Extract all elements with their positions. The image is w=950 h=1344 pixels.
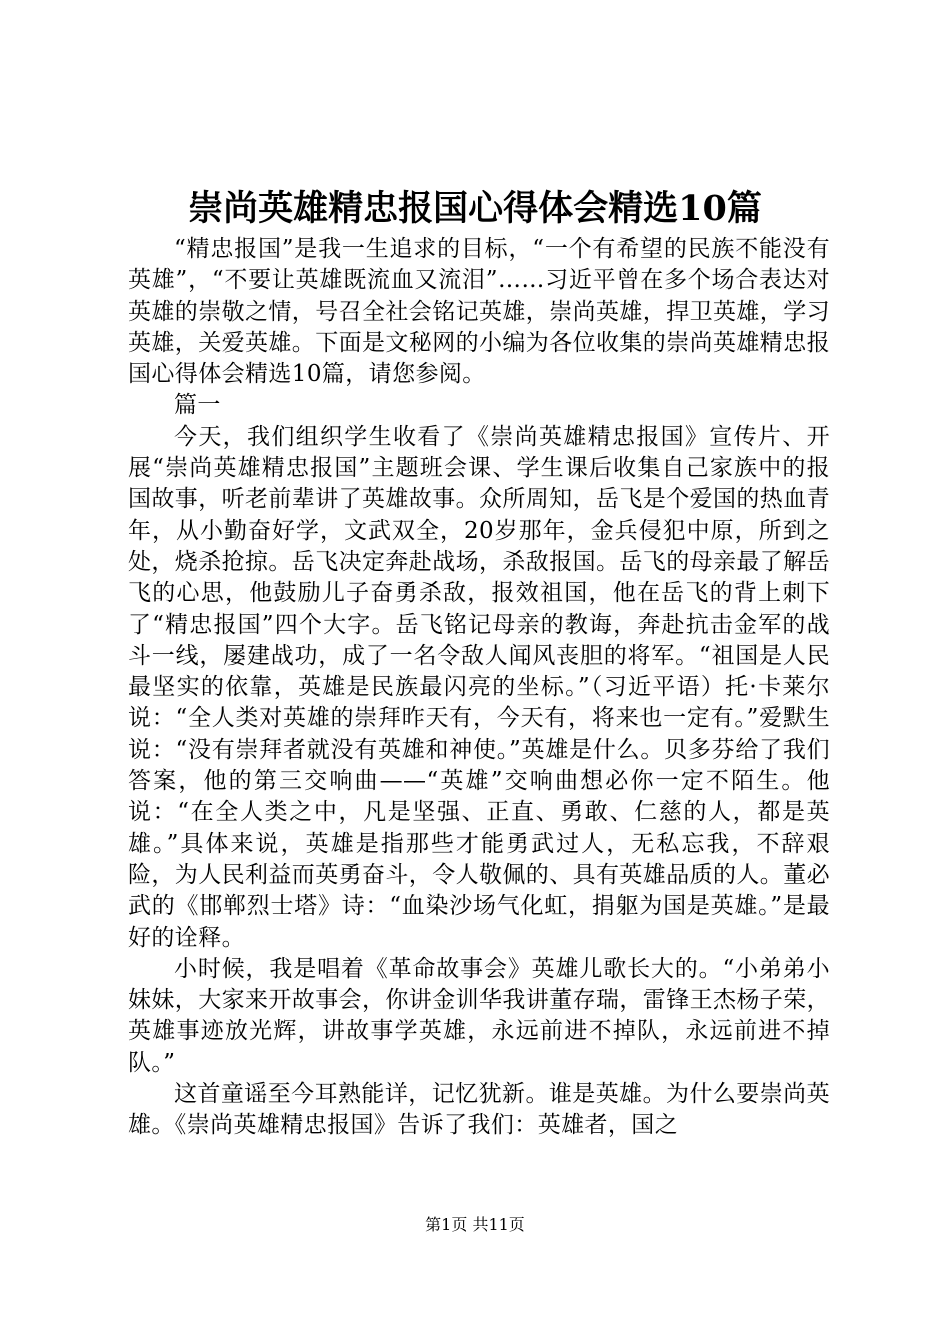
body-paragraph: 这首童谣至今耳熟能详，记忆犹新。谁是英雄。为什么要崇尚英雄。《崇尚英雄精忠报国》告诉了我们：英雄者，国之 xyxy=(128,1081,830,1139)
body-paragraph: 今天，我们组织学生收看了《崇尚英雄精忠报国》宣传片、开展“崇尚英雄精忠报国”主题班会课、学生课后收集自己家族中的报国故事，听老前辈讲了英雄故事。众所周知，岳飞是个爱国的热血青年，从小勤奋好学，文武双全，20岁那年，金兵侵犯中原，所到之处，烧杀抢掠。岳飞决定奔赴战场，杀敌报国。岳飞的母亲最了解岳飞的心思，他鼓励儿子奋勇杀敌，报效祖国，他在岳飞的背上刺下了“精忠报国”四个大字。岳飞铭记母亲的教诲，奔赴抗击金军的战斗一线，屡建战功，成了一名令敌人闻风丧胆的将军。“祖国是人民最坚实的依靠，英雄是民族最闪亮的坐标。”（习近平语）托·卡莱尔说：“全人类对英雄的崇拜昨天有，今天有，将来也一定有。”爱默生说：“没有崇拜者就没有英雄和神使。”英雄是什么。贝多芬给了我们答案，他的第三交响曲——“英雄”交响曲想必你一定不陌生。他说：“在全人类之中，凡是坚强、正直、勇敢、仁慈的人，都是英雄。”具体来说，英雄是指那些才能勇武过人，无私忘我，不辞艰险，为人民利益而英勇奋斗，令人敬佩的、具有英雄品质的人。董必武的《邯郸烈士塔》诗：“血染沙场气化虹，捐躯为国是英雄。”是最好的诠释。 xyxy=(128,423,830,951)
body-paragraph: 小时候，我是唱着《革命故事会》英雄儿歌长大的。“小弟弟小妹妹，大家来开故事会，你讲金训华我讲董存瑞，雷锋王杰杨子荣，英雄事迹放光辉，讲故事学英雄，永远前进不掉队，永远前进不掉队。” xyxy=(128,955,830,1076)
page-footer: 第1页 共11页 xyxy=(425,1215,525,1234)
section-heading: 篇一 xyxy=(174,392,221,419)
document-body xyxy=(128,234,830,1142)
intro-paragraph: “精忠报国”是我一生追求的目标，“一个有希望的民族不能没有英雄”，“不要让英雄既流血又流泪”……习近平曾在多个场合表达对英雄的崇敬之情，号召全社会铭记英雄，崇尚英雄，捍卫英雄，学习英雄，关爱英雄。下面是文秘网的小编为各位收集的崇尚英雄精忠报国心得体会精选10篇，请您参阅。 xyxy=(128,236,830,388)
document-title: 崇尚英雄精忠报国心得体会精选10篇 xyxy=(188,188,762,229)
